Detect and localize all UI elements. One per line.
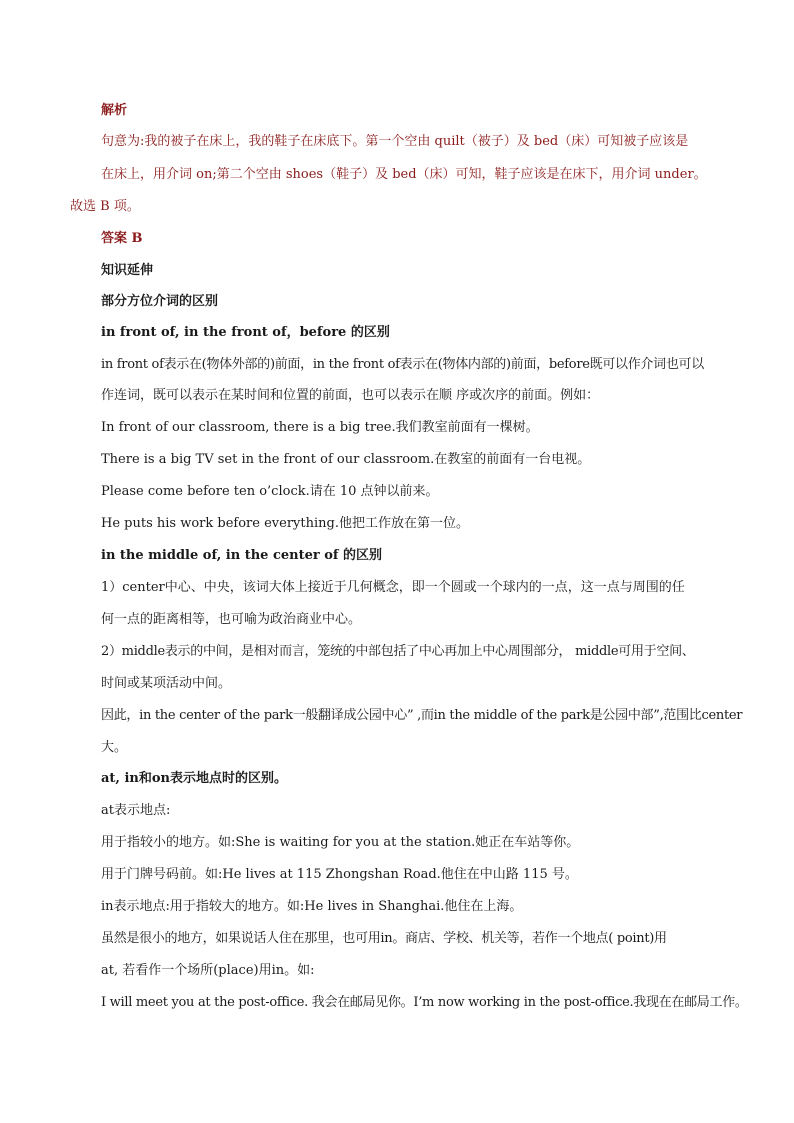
section2-title: in the middle of, in the center of 的区别 [101, 548, 383, 563]
section2-conclusion-line-2: 大。 [101, 740, 128, 755]
section1-title: in front of, in the front of，before 的区别 [101, 325, 390, 340]
analysis-heading: 解析 [101, 103, 128, 118]
analysis-line-1: 句意为:我的被子在床上，我的鞋子在床底下。第一个空由 quilt（被子）及 bed（床）可知被子应该是 [101, 134, 689, 149]
answer-label: 答案 B [101, 231, 143, 246]
section2-item-2-line-1: 2）middle表示的中间，是相对而言，笼统的中部包括了中心再加上中心周围部分， middle可用于空间、 [101, 644, 695, 659]
section2-item-1-line-1: 1）center中心、中央，该词大体上接近于几何概念，即一个圆或一个球内的一点，这一点与周围的任 [101, 580, 685, 595]
section2-item-1-line-2: 何一点的距离相等，也可喻为政治商业中心。 [101, 612, 362, 627]
section1-example-3: Please come before ten o’clock.请在 10 点钟以前来。 [101, 484, 439, 499]
section3-line-2: 用于指较小的地方。如:She is waiting for you at the station.她正在车站等你。 [101, 835, 580, 850]
section1-example-2: There is a big TV set in the front of our classroom.在教室的前面有一台电视。 [101, 452, 591, 467]
knowledge-heading: 知识延伸 [101, 263, 154, 278]
section3-line-3: 用于门牌号码前。如:He lives at 115 Zhongshan Road.他住在中山路 115 号。 [101, 867, 578, 882]
section2-conclusion-line-1: 因此，in the center of the park一般翻译成公园中心” ,而in the middle of the park是公园中部”,范围比center [101, 708, 743, 723]
section3-title: at, in和on表示地点时的区别。 [101, 771, 287, 786]
section3-line-6: at, 若看作一个场所(place)用in。如: [101, 963, 315, 978]
section3-line-7: I will meet you at the post-office. 我会在邮局见你。I’m now working in the post-office.我现在在邮局工作。 [101, 995, 748, 1010]
section2-item-2-line-2: 时间或某项活动中间。 [101, 676, 232, 691]
section1-example-1: In front of our classroom, there is a big tree.我们教室前面有一棵树。 [101, 420, 539, 435]
section3-line-5: 虽然是很小的地方，如果说话人住在那里，也可用in。商店、学校、机关等，若作一个地点( point)用 [101, 931, 667, 946]
analysis-line-2: 在床上，用介词 on;第二个空由 shoes（鞋子）及 bed（床）可知，鞋子应该是在床下，用介词 under。 [101, 167, 707, 182]
section1-example-4: He puts his work before everything.他把工作放在第一位。 [101, 516, 469, 531]
analysis-line-3: 故选 B 项。 [70, 199, 140, 214]
section1-para-line-1: in front of表示在(物体外部的)前面，in the front of表示在(物体内部的)前面，before既可以作介词也可以 [101, 357, 704, 372]
section3-line-4: in表示地点:用于指较大的地方。如:He lives in Shanghai.他住在上海。 [101, 899, 523, 914]
section1-para-line-2: 作连词，既可以表示在某时间和位置的前面，也可以表示在顺 序或次序的前面。例如： [101, 388, 600, 403]
knowledge-subheading: 部分方位介词的区别 [101, 294, 219, 309]
section3-line-1: at表示地点: [101, 803, 171, 818]
